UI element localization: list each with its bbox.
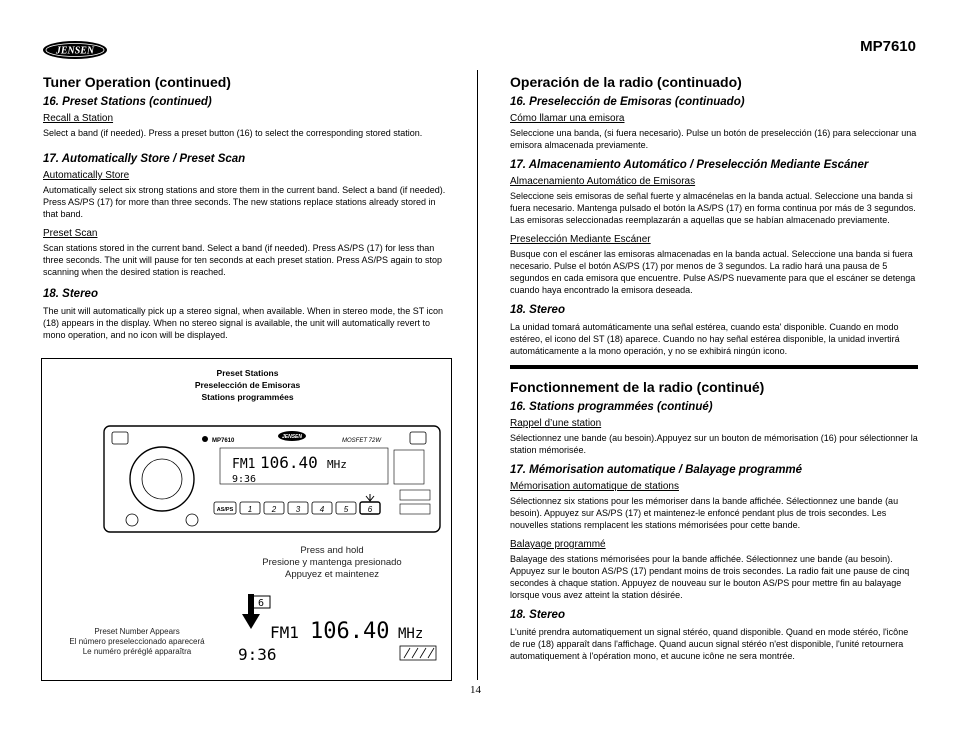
- subsection-title: 17. Almacenamiento Automático / Preselección Mediante Escáner: [510, 159, 869, 171]
- jensen-logo: [42, 40, 108, 60]
- figure-title-fr: Stations programmées: [201, 392, 294, 402]
- section-divider: [510, 365, 918, 369]
- button-preset-2: 2: [271, 505, 277, 514]
- subheading: Rappel d’une station: [510, 418, 602, 429]
- display-closeup-frequency: 106.40: [310, 619, 390, 644]
- subheading: Cómo llamar una emisora: [510, 113, 625, 124]
- display-closeup-illustration: [224, 594, 444, 664]
- subsection-title: 16. Stations programmées (continué): [510, 401, 713, 413]
- body-text: Seleccione una banda, (si fuera necesario). Pulse un botón de preselección (16) para seleccionar una emisora almacenada previamente.: [510, 128, 917, 150]
- radio-faceplate-illustration: [102, 424, 442, 534]
- body-text: The unit will automatically pick up a stereo signal, when available. When in stereo mode, the ST icon (18) appears in the display. When no stereo signal is available, the unit will automatically revert to mono operation, and no icon will be displayed.: [43, 306, 444, 340]
- preset-label-fr: Le numéro préréglé apparaîtra: [82, 647, 192, 656]
- body-text: Sélectionnez six stations pour les mémoriser dans la bande affichée. Sélectionnez une bande (au besoin). Appuyez sur AS/PS (17) et maintenez-le enfoncé pendant plus de trois secondes. Les nouvelles stations remplacent les stations mémorisées pour cette bande.: [510, 496, 899, 530]
- display-unit: MHz: [327, 458, 347, 471]
- body-text: Balayage des stations mémorisées pour la bande affichée. Sélectionnez une bande (au besoin). Appuyez sur le bouton AS/PS (17) pendant moins de trois secondes. La radio fait une pause de cinq secondes à chaque station. Appuyez de nouveau sur le bouton AS/PS pour mettre fin au balayage lorsque vous avez atteint la station désirée.: [510, 554, 910, 600]
- subheading: Preset Scan: [43, 228, 98, 239]
- display-closeup-unit: MHz: [398, 626, 424, 642]
- body-text: Select a band (if needed). Press a preset button (16) to select the corresponding stored station.: [43, 128, 423, 138]
- radio-mosfet-text: MOSFET 72W: [342, 438, 382, 444]
- display-closeup-clock: 9:36: [238, 645, 277, 664]
- display-closeup-preset: 6: [257, 598, 265, 609]
- preset-label-en: Preset Number Appears: [94, 627, 180, 636]
- subheading: Preselección Mediante Escáner: [510, 234, 651, 245]
- body-text: Busque con el escáner las emisoras almacenadas en la banda actual. Seleccione una banda si fuera necesario. Pulse el botón AS/PS (17) por menos de 3 segundos. La radio hará una pausa de 5 segundos en cada emisora que encuentre. Pulse AS/PS nuevamente para que el escáner se detenga cuando haya encontrado la emisora deseada.: [510, 249, 916, 295]
- subsection-title: 18. Stereo: [510, 304, 565, 316]
- button-preset-1: 1: [247, 505, 253, 514]
- press-hold-fr: Appuyez et maintenez: [284, 569, 379, 580]
- press-hold-en: Press and hold: [300, 545, 364, 556]
- preset-label-es: El número preseleccionado aparecerá: [69, 637, 205, 646]
- left-column: [43, 74, 453, 349]
- body-text: Automatically select six strong stations and store them in the current band. Select a band (if needed). Press AS/PS (17) for more than three seconds. The new stations replace stations already stored in that band.: [43, 185, 446, 219]
- button-as-ps: AS/PS: [216, 507, 234, 513]
- logo-text: JENSEN: [55, 45, 95, 57]
- section-title: Tuner Operation (continued): [43, 74, 231, 90]
- column-divider: [477, 70, 478, 680]
- subheading: Almacenamiento Automático de Emisoras: [510, 176, 696, 187]
- body-text: L'unité prendra automatiquement un signal stéréo, quand disponible. Quand en mode stéréo, l'icône de rue (18) apparaît dans l'affichage. Quand aucun signal stéréo n'est disponible, l'unité retournera automatiquement à l'opération mono, et aucune icône ne sera montrée.: [510, 627, 909, 661]
- figure-title-en: Preset Stations: [216, 368, 279, 378]
- radio-model-text: MP7610: [212, 438, 235, 444]
- button-preset-3: 3: [295, 505, 301, 514]
- button-preset-5: 5: [343, 505, 349, 514]
- figure-title-es: Preselección de Emisoras: [194, 380, 301, 390]
- subsection-title: 17. Mémorisation automatique / Balayage programmé: [510, 464, 803, 476]
- figure-title: [42, 367, 453, 403]
- body-text: Sélectionnez une bande (au besoin).Appuyez sur un bouton de mémorisation (16) pour sélectionner la station mémorisée.: [510, 433, 918, 455]
- page-number: 14: [470, 684, 481, 696]
- subheading: Mémorisation automatique de stations: [510, 481, 679, 492]
- subsection-title: 18. Stereo: [510, 609, 565, 621]
- right-column: [510, 74, 918, 670]
- section-title-es: Operación de la radio (continuado): [510, 74, 742, 90]
- subsection-title: 16. Preselección de Emisoras (continuado): [510, 96, 745, 108]
- subheading: Recall a Station: [43, 113, 114, 124]
- display-closeup-band: FM1: [270, 623, 299, 642]
- body-text: La unidad tomará automáticamente una señal estérea, cuando esta' disponible. Cuando en modo estéreo, el icono del ST (18) aparece. Cuando no hay señal estérea disponible, la unidad invertirá automáticamente a la mono operación, y no se exhibirá ningún icono.: [510, 322, 900, 356]
- display-frequency: 106.40: [260, 453, 318, 472]
- press-hold-es: Presione y mantenga presionado: [262, 557, 402, 568]
- display-band: FM1: [232, 457, 256, 472]
- subheading: Automatically Store: [43, 170, 130, 181]
- subsection-title: 17. Automatically Store / Preset Scan: [43, 153, 246, 165]
- display-clock: 9:36: [232, 474, 257, 485]
- preset-number-label: [52, 627, 222, 657]
- subsection-title: 16. Preset Stations (continued): [43, 96, 212, 108]
- body-text: Scan stations stored in the current band. Select a band (if needed). Press AS/PS (17) for less than three seconds. The unit will pause for ten seconds at each preset station. Press AS/PS again to stop scanning when the desired station is reached.: [43, 243, 443, 277]
- figure-preset-stations: [41, 358, 452, 681]
- subheading: Balayage programmé: [510, 539, 606, 550]
- button-preset-6: 6: [367, 505, 373, 514]
- section-title-fr: Fonctionnement de la radio (continué): [510, 379, 765, 395]
- body-text: Seleccione seis emisoras de señal fuerte y almacénelas en la banda actual. Seleccione una banda si fuera necesario. Mantenga pulsado el botón la AS/PS (17) en forma continua por más de 3 segundos. Las emisoras seleccionadas reemplazarán a aquellas que se habían almacenado previamente.: [510, 191, 916, 225]
- button-preset-4: 4: [319, 505, 325, 514]
- radio-logo-text: JENSEN: [281, 434, 303, 440]
- press-hold-label: [232, 545, 432, 581]
- model-number: MP7610: [860, 38, 916, 55]
- subsection-title: 18. Stereo: [43, 288, 98, 300]
